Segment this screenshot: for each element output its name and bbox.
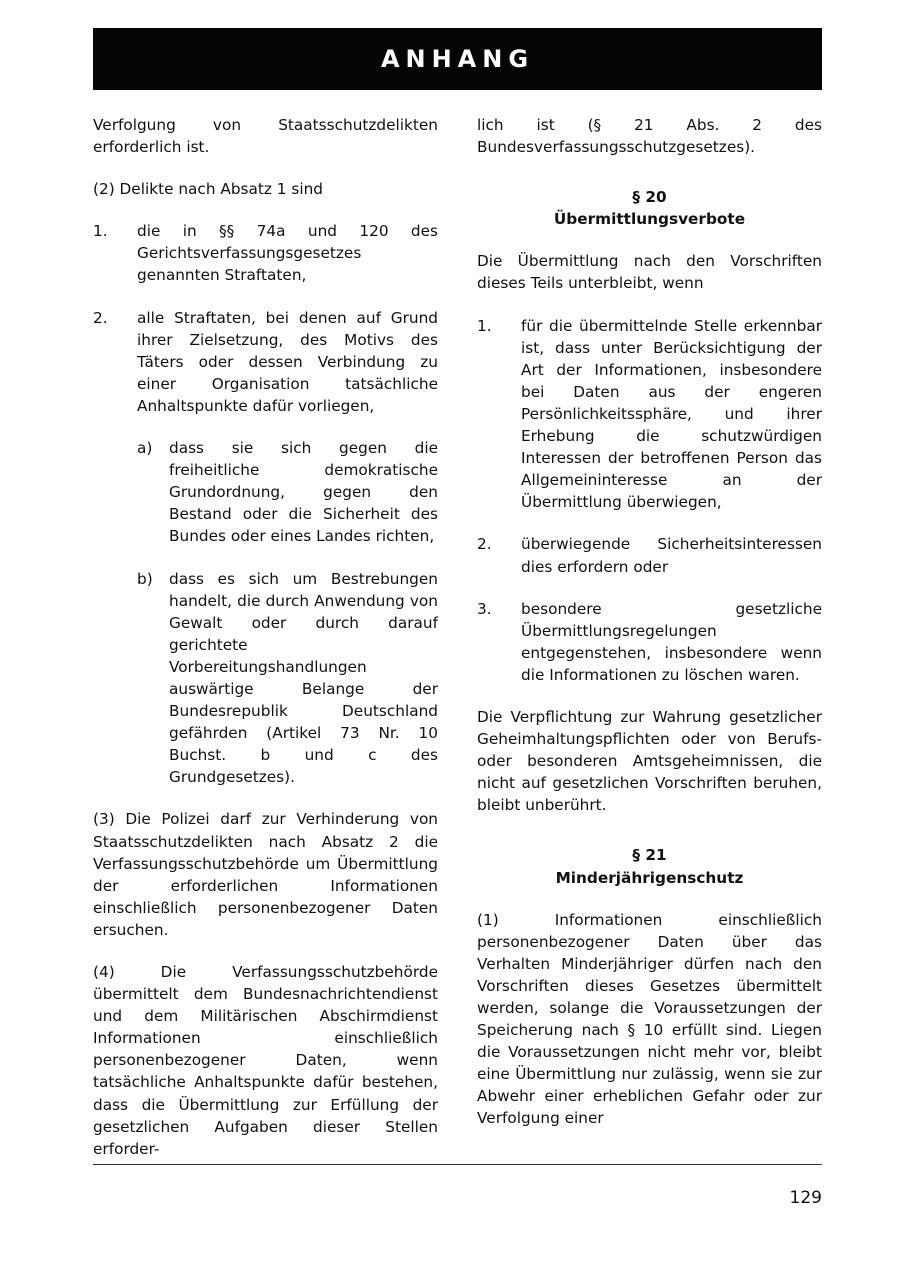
right-column bbox=[477, 114, 822, 1130]
paragraph-minors: (1) Informationen einschließlich personenbezogener Daten über das Verhalten Minderjähriger dürfen nach den Vorschriften dieses Gesetzes übermittelt werden, solange die Voraussetzungen der Speicherung nach § 10 erfüllt sind. Liegen die Voraussetzungen nicht mehr vor, bleibt eine Übermittlung nur zulässig, wenn sie zur Abwehr einer erheblichen Gefahr oder zur Verfolgung einer bbox=[477, 910, 822, 1128]
list-item bbox=[477, 533, 822, 577]
section-intro: Die Übermittlung nach den Vorschriften dieses Teils unterbleibt, wenn bbox=[477, 252, 822, 293]
section-heading bbox=[477, 844, 822, 888]
list-text: alle Straftaten, bei denen auf Grund ihrer Zielsetzung, des Motivs des Täters oder dessen Verbindung zu einer Organisation tatsächliche Anhaltspunkte dafür vorliegen, bbox=[137, 308, 438, 415]
list-text: überwiegende Sicherheitsinteressen dies erfordern oder bbox=[521, 535, 822, 576]
sub-list-text: dass es sich um Bestrebungen handelt, die durch Anwendung von Gewalt oder durch darauf gerichtete Vorbereitungshandlungen auswärtige Belange der Bundesrepublik Deutschland gefährden (Artikel 73 Nr. 10 Buchst. b und c des Grundgesetzes). bbox=[169, 569, 438, 787]
section-heading bbox=[477, 186, 822, 230]
paragraph-continuation: Verfolgung von Staatsschutzdelikten erforderlich ist. bbox=[93, 116, 438, 157]
section-number: § 20 bbox=[632, 188, 667, 207]
list-number: 1. bbox=[93, 222, 108, 241]
section-number: § 21 bbox=[632, 846, 667, 865]
list-number: 3. bbox=[477, 599, 492, 618]
page-number: 129 bbox=[789, 1188, 822, 1208]
list-item bbox=[93, 307, 438, 417]
list-text: besondere gesetzliche Übermittlungsregelungen entgegenstehen, insbesondere wenn die Informationen zu löschen waren. bbox=[521, 599, 822, 684]
sub-list-item bbox=[137, 437, 438, 547]
paragraph-continuation: lich ist (§ 21 Abs. 2 des Bundesverfassungsschutzgesetzes). bbox=[477, 116, 822, 157]
sub-list-item bbox=[137, 568, 438, 789]
list-text: für die übermittelnde Stelle erkennbar ist, dass unter Berücksichtigung der Art der Informationen, insbesondere bei Daten aus der engeren Persönlichkeitssphäre, und ihrer Erhebung die schutzwürdigen Interessen der betroffenen Person das Allgemeininteresse an der Übermittlung überwiegen, bbox=[521, 316, 822, 512]
paragraph-4: (4) Die Verfassungsschutzbehörde übermittelt dem Bundesnachrichtendienst und dem Militärischen Abschirmdienst Informationen einschließlich personenbezogener Daten, wenn tatsächliche Anhaltspunkte dafür bestehen, dass die Übermittlung zur Erfüllung der gesetzlichen Aufgaben dieser Stellen erforder- bbox=[93, 963, 438, 1158]
left-column bbox=[93, 114, 438, 1160]
sub-list-letter: a) bbox=[137, 439, 153, 458]
list-number: 1. bbox=[477, 316, 492, 335]
list-number: 2. bbox=[477, 535, 492, 554]
sub-list-text: dass sie sich gegen die freiheitliche demokratische Grundordnung, gegen den Bestand oder die Sicherheit des Bundes oder eines Landes richten, bbox=[169, 439, 438, 546]
list-item bbox=[93, 220, 438, 286]
list-item bbox=[477, 315, 822, 514]
list-text: die in §§ 74a und 120 des Gerichtsverfassungsgesetzes genannten Straftaten, bbox=[137, 222, 438, 285]
list-item bbox=[477, 598, 822, 686]
paragraph-3: (3) Die Polizei darf zur Verhinderung von Staatsschutzdelikten nach Absatz 2 die Verfassungsschutzbehörde um Übermittlung der erforderlichen Informationen einschließlich personenbezogener Daten ersuchen. bbox=[93, 810, 438, 939]
list-number: 2. bbox=[93, 308, 108, 327]
banner-title: ANHANG bbox=[380, 45, 535, 73]
section-title: Übermittlungsverbote bbox=[553, 210, 746, 229]
paragraph-obligation: Die Verpflichtung zur Wahrung gesetzlicher Geheimhaltungspflichten oder von Berufs- oder besonderen Amtsgeheimnissen, die nicht auf gesetzlichen Vorschriften beruhen, bleibt unberührt. bbox=[477, 707, 822, 815]
section-title: Minderjährigenschutz bbox=[555, 868, 744, 887]
footer-divider bbox=[93, 1164, 822, 1165]
paragraph-2-intro: (2) Delikte nach Absatz 1 sind bbox=[93, 180, 324, 199]
sub-list-letter: b) bbox=[137, 569, 153, 588]
section-banner bbox=[93, 28, 822, 90]
